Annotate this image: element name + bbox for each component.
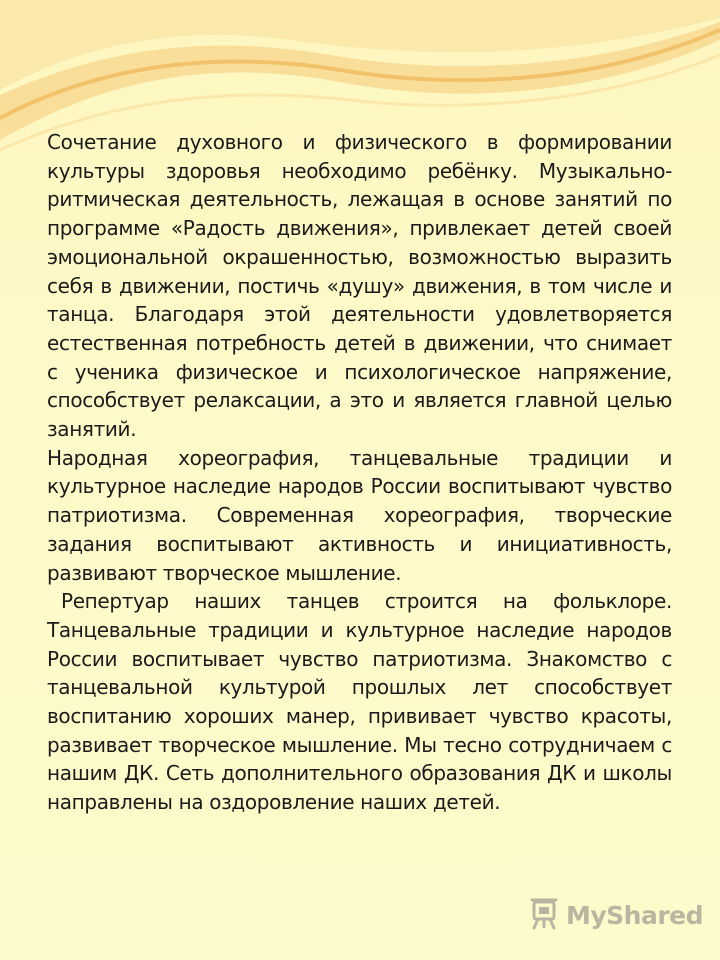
paragraph-2: Народная хореография, танцевальные традиции и культурное наследие народов России воспитывают чувство патриотизма. Современная хореография, творческие задания воспитывают активность и инициативность, развивают творческое мышление.	[47, 445, 672, 585]
paragraph-3: Репертуар наших танцев строится на фольклоре. Танцевальные традиции и культурное наследие народов России воспитывает чувство патриотизма. Знакомство с танцевальной культурой прошлых лет способствует воспитанию хороших манер, прививает чувство красоты, развивает творческое мышление. Мы тесно сотрудничаем с нашим ДК. Сеть дополнительного образования ДК и школы направлены на оздоровление наших детей.	[47, 589, 672, 815]
mini-presentation-icon	[528, 896, 560, 934]
paragraph-1: Сочетание духовного и физического в формировании культуры здоровья необходимо ребёнку. Музыкально-ритмическая деятельность, лежащая в основе занятий по программе «Радость движения», привлекает детей своей эмоциональной окрашенностью, возможностью выразить себя в движении, постичь «душу» движения, в том числе и танца. Благодаря этой деятельности удовлетворяется естественная потребность детей в движении, что снимает с ученика физическое и психологическое напряжение, способствует релаксации, а это и является главной целью занятий.	[47, 130, 672, 442]
watermark	[528, 897, 703, 933]
body-text	[47, 128, 672, 817]
watermark-label: MyShared	[566, 900, 704, 930]
